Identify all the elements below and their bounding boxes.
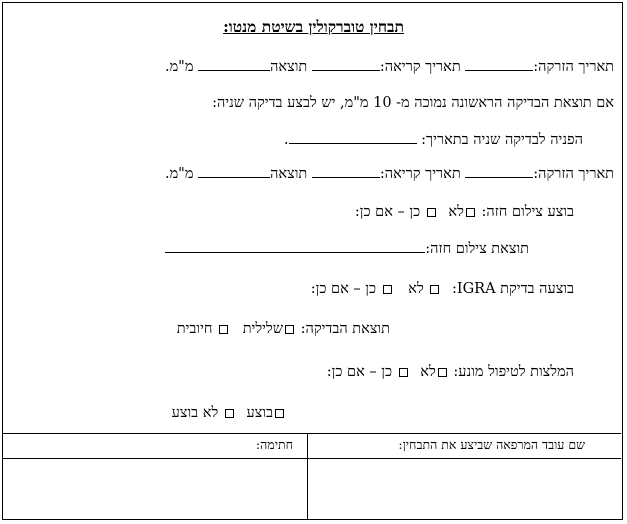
result-field-2[interactable] bbox=[198, 164, 270, 178]
xray-yes-label: כן – אם כן: bbox=[354, 204, 421, 220]
xray-result-row bbox=[165, 239, 529, 259]
done-checkbox[interactable] bbox=[275, 409, 284, 418]
negative-checkbox[interactable] bbox=[285, 325, 294, 334]
injection-date-field-2[interactable] bbox=[465, 164, 533, 178]
result-label: תוצאה bbox=[270, 59, 308, 75]
signature-cell[interactable] bbox=[3, 460, 305, 518]
unit-label: מ"מ. bbox=[164, 59, 194, 75]
reading-date-label: תאריך קריאה: bbox=[379, 59, 461, 75]
xray-no-label: לא bbox=[448, 204, 464, 220]
referral-date-field[interactable] bbox=[289, 130, 417, 144]
not-done-label: לא בוצע bbox=[171, 405, 219, 421]
preventive-no-label: לא bbox=[420, 364, 436, 380]
preventive-no-checkbox[interactable] bbox=[438, 368, 447, 377]
xray-no-checkbox[interactable] bbox=[466, 208, 475, 217]
injection-date-label-2: תאריך הזרקה: bbox=[533, 166, 614, 182]
signature-table bbox=[3, 433, 621, 520]
reading-date-field-2[interactable] bbox=[312, 164, 380, 178]
signature-label: חתימה: bbox=[255, 437, 293, 452]
igra-no-label: לא bbox=[408, 281, 424, 297]
preventive-row bbox=[327, 362, 574, 382]
result-field[interactable] bbox=[198, 57, 270, 71]
unit-label-2: מ"מ. bbox=[164, 166, 194, 182]
table-header-line bbox=[3, 458, 621, 459]
result-label-2: תוצאה bbox=[270, 166, 308, 182]
referral-label: הפניה לבדיקה שניה בתאריך: bbox=[421, 132, 583, 148]
form-frame bbox=[2, 2, 623, 520]
not-done-checkbox[interactable] bbox=[225, 409, 234, 418]
first-test-row bbox=[165, 57, 614, 77]
xray-yes-checkbox[interactable] bbox=[427, 208, 436, 217]
igra-row bbox=[311, 279, 574, 299]
instruction-text: אם תוצאת הבדיקה הראשונה נמוכה מ- 10 מ"מ, יש לבצע בדיקה שניה: bbox=[212, 95, 614, 111]
referral-end: . bbox=[283, 132, 289, 148]
form-title: תבחין טוברקולין בשיטת מנטו: bbox=[223, 17, 404, 36]
igra-yes-checkbox[interactable] bbox=[383, 285, 392, 294]
second-test-row bbox=[165, 164, 614, 184]
positive-label: חיובית bbox=[176, 321, 213, 337]
xray-row bbox=[355, 202, 574, 222]
xray-result-field[interactable] bbox=[165, 239, 425, 253]
igra-yes-label: כן – אם כן: bbox=[310, 281, 377, 297]
xray-label: בוצע צילום חזה: bbox=[481, 204, 574, 220]
preventive-yes-checkbox[interactable] bbox=[399, 368, 408, 377]
table-divider bbox=[307, 434, 308, 520]
employee-name-cell[interactable] bbox=[309, 460, 621, 518]
preventive-label: המלצות לטיפול מונע: bbox=[453, 364, 574, 380]
test-result-row bbox=[177, 319, 390, 339]
injection-date-label: תאריך הזרקה: bbox=[533, 59, 614, 75]
negative-label: שלילית bbox=[242, 321, 283, 337]
preventive-yes-label: כן – אם כן: bbox=[326, 364, 393, 380]
xray-result-label: תוצאת צילום חזה: bbox=[425, 241, 529, 257]
injection-date-field[interactable] bbox=[465, 57, 533, 71]
done-label: בוצע bbox=[246, 405, 273, 421]
igra-label: בוצעה בדיקת IGRA: bbox=[451, 281, 574, 297]
test-result-label: תוצאת הבדיקה: bbox=[300, 321, 390, 337]
employee-name-label: שם עובד המרפאה שביצע את התבחין: bbox=[398, 437, 585, 452]
done-row bbox=[172, 403, 286, 423]
referral-row bbox=[284, 130, 583, 150]
igra-no-checkbox[interactable] bbox=[430, 285, 439, 294]
reading-date-label-2: תאריך קריאה: bbox=[379, 166, 461, 182]
positive-checkbox[interactable] bbox=[219, 325, 228, 334]
reading-date-field[interactable] bbox=[312, 57, 380, 71]
